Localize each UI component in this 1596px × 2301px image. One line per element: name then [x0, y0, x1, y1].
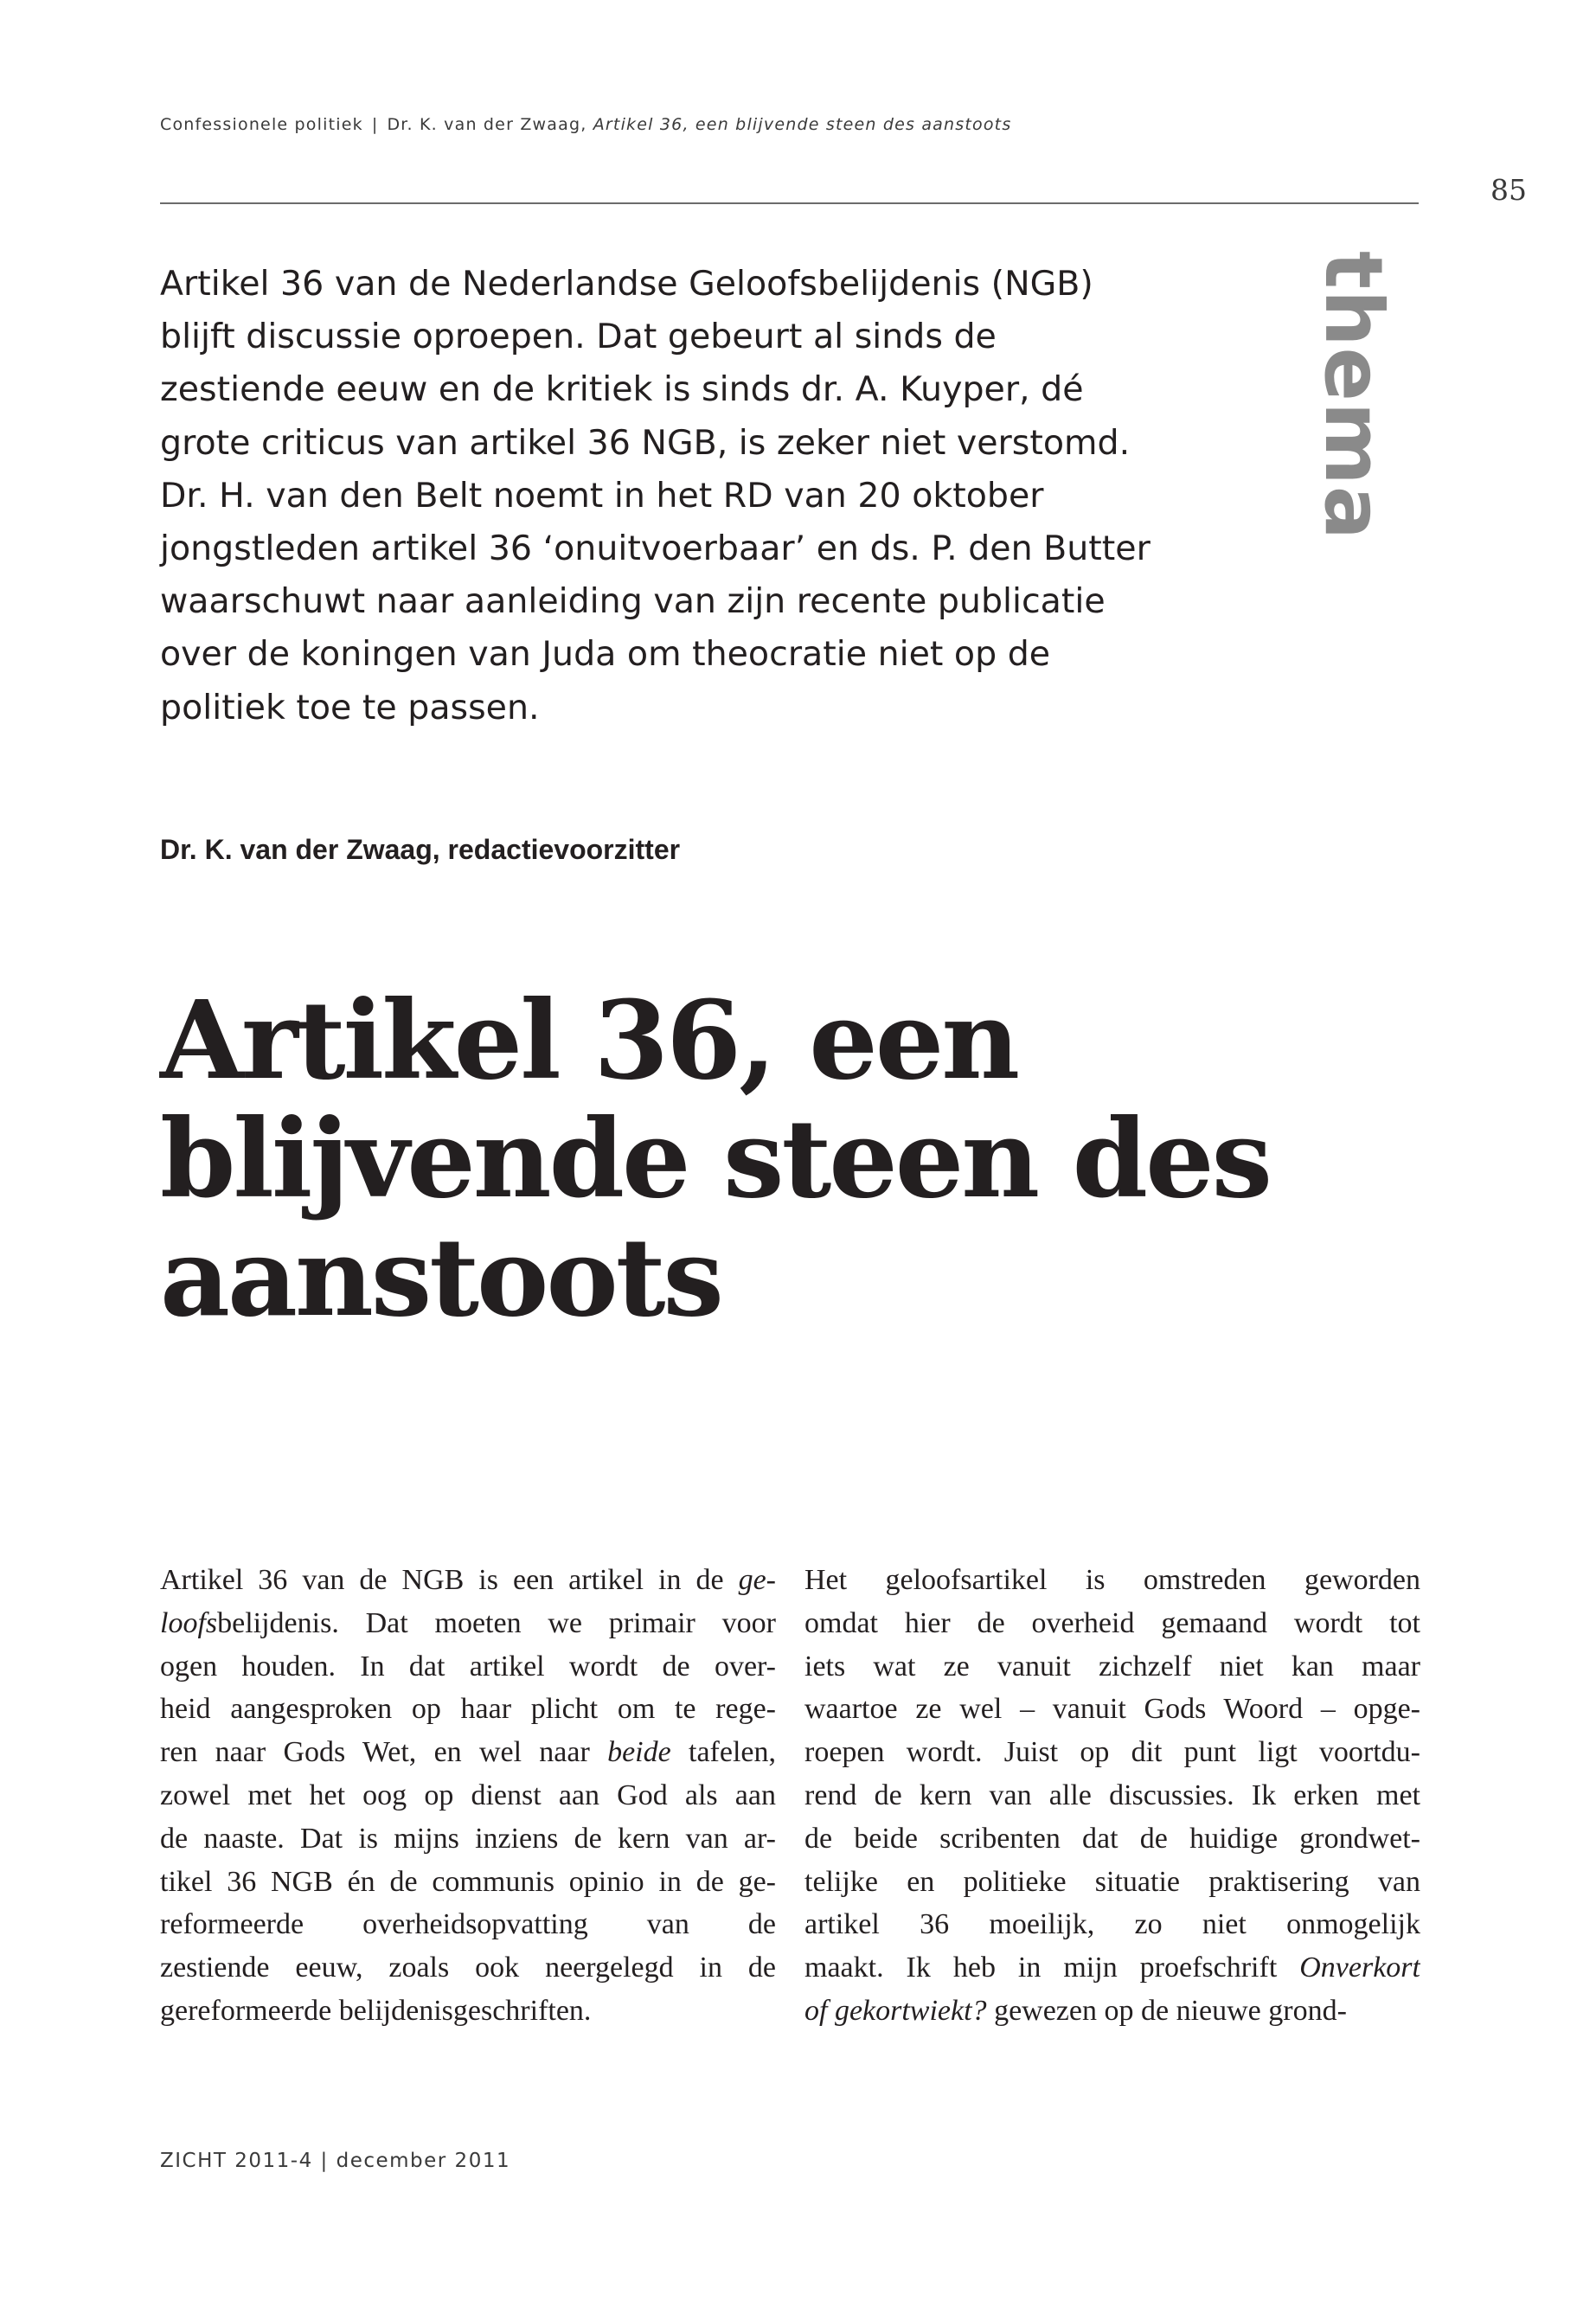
body-text: zowel met het oog op dienst aan God als aan [160, 1779, 776, 1811]
body-line [160, 1861, 776, 1904]
body-column-left [160, 1559, 776, 2033]
body-line [160, 1903, 776, 1946]
body-text: heid aangesproken op haar plicht om te rege- [160, 1693, 776, 1726]
page-number: 85 [1490, 173, 1527, 207]
body-line [160, 1559, 776, 1602]
body-line [160, 1817, 776, 1861]
running-head-author: Dr. K. van der Zwaag, [387, 115, 587, 134]
body-text-italic: ge- [738, 1564, 776, 1596]
body-text-italic: beide [607, 1736, 671, 1769]
body-line [804, 1861, 1420, 1904]
body-line [160, 1946, 776, 1990]
thema-side-label: thema [1307, 251, 1400, 541]
body-text: rend de kern van alle discussies. Ik erken met [804, 1779, 1420, 1811]
body-text: Artikel 36 van de NGB is een artikel in de [160, 1564, 739, 1596]
header-rule [160, 202, 1419, 204]
body-text: Het geloofsartikel is omstreden geworden [804, 1564, 1420, 1596]
running-head [160, 115, 1011, 134]
body-text: roepen wordt. Juist op dit punt ligt voortdu- [804, 1736, 1420, 1769]
byline: Dr. K. van der Zwaag, redactievoorzitter [160, 834, 681, 865]
body-line [804, 1645, 1420, 1689]
running-head-article-title: Artikel 36, een blijvende steen des aanstoots [593, 115, 1012, 134]
body-line [804, 1774, 1420, 1817]
body-text-italic: of gekortwiekt? [804, 1994, 987, 2027]
body-text: de beide scribenten dat de huidige grondwet- [804, 1822, 1420, 1855]
running-head-separator: | [371, 115, 379, 134]
body-line [804, 1903, 1420, 1946]
body-line [804, 1946, 1420, 1990]
body-line [160, 1602, 776, 1645]
body-line [160, 1688, 776, 1731]
body-text: maakt. Ik heb in mijn proefschrift [804, 1952, 1300, 1984]
body-line [160, 1645, 776, 1689]
running-head-section: Confessionele politiek [160, 115, 363, 134]
body-text: iets wat ze vanuit zichzelf niet kan maar [804, 1650, 1420, 1682]
body-text: ogen houden. In dat artikel wordt de over- [160, 1650, 776, 1682]
body-text: omdat hier de overheid gemaand wordt tot [804, 1606, 1420, 1639]
body-line [804, 1602, 1420, 1645]
page-footer: ZICHT 2011-4 | december 2011 [160, 2150, 511, 2172]
intro-paragraph: Artikel 36 van de Nederlandse Geloofsbelijdenis (NGB) blijft discussie oproepen. Dat gebeurt al sinds de zestiende eeuw en de kritiek is sinds dr. A. Kuyper, dé grote criticus van artikel 36 NGB, is zeker niet verstomd. Dr. H. van den Belt noemt in het RD van 20 oktober jongstleden artikel 36 ‘onuitvoerbaar’ en ds. P. den Butter waarschuwt naar aanleiding van zijn recente publicatie over de koningen van Juda om theocratie niet op de politiek toe te passen. [160, 264, 1151, 727]
article-title: Artikel 36, een blijvende steen des aanstoots [160, 977, 1270, 1341]
body-line [804, 1559, 1420, 1602]
body-line [160, 1731, 776, 1774]
body-line [160, 1990, 776, 2033]
body-line [804, 1688, 1420, 1731]
body-text: reformeerde overheidsopvatting van de [160, 1908, 776, 1941]
body-text: ren naar Gods Wet, en wel naar [160, 1736, 608, 1769]
body-text: tikel 36 NGB én de communis opinio in de ge- [160, 1865, 776, 1898]
body-text: belijdenis. Dat moeten we primair voor [217, 1606, 776, 1639]
body-text: artikel 36 moeilijk, zo niet onmogelijk [804, 1908, 1420, 1941]
body-text: zestiende eeuw, zoals ook neergelegd in de [160, 1952, 776, 1984]
body-line [804, 1990, 1420, 2033]
body-text: de naaste. Dat is mijns inziens de kern van ar- [160, 1822, 776, 1855]
body-line [804, 1817, 1420, 1861]
body-text: tafelen, [670, 1736, 776, 1769]
body-column-right [804, 1559, 1420, 2033]
body-text: gereformeerde belijdenisgeschriften. [160, 1994, 592, 2027]
body-text: waartoe ze wel – vanuit Gods Woord – opge- [804, 1693, 1420, 1726]
body-line [804, 1731, 1420, 1774]
body-line [160, 1774, 776, 1817]
body-text: telijke en politieke situatie praktisering van [804, 1865, 1420, 1898]
body-text-italic: loofs [160, 1606, 218, 1639]
body-text: gewezen op de nieuwe grond- [986, 1994, 1347, 2027]
body-text-italic: Onverkort [1299, 1952, 1420, 1984]
